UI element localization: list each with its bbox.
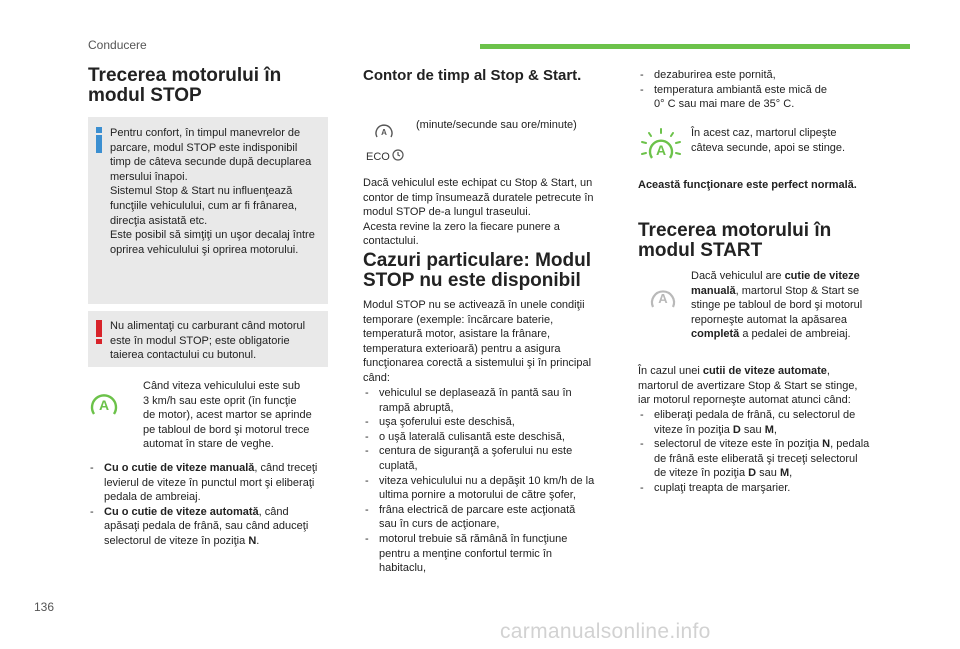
column-1 <box>88 66 328 106</box>
start-conditions-list <box>638 408 900 496</box>
timer-unit-caption: (minute/secunde sau ore/minute) <box>416 119 577 131</box>
stop-icon-description: Când viteza vehiculului este sub 3 km/h sau este oprit (în funcţie de motor), acest martor se aprinde pe tabloul de bord şi motorul trece automat în stare de veghe. <box>143 380 312 451</box>
list-item: - selectorul de viteze este în poziţia N, pedala de frână este eliberată şi treceţi selectorul de viteze în poziţia D sau M, <box>638 437 900 481</box>
list-item: - cuplaţi treapta de marşarier. <box>638 481 900 496</box>
info-text: Pentru confort, în timpul manevrelor de parcare, modul STOP este indisponibil timp de câteva secunde după decuplarea mersului înapoi. Sistemul Stop & Start nu influenţează funcţiile vehiculului, cum ar fi frânarea, direcţia asistată etc. Este posibil să simţiţi un uşor decalaj între oprirea vehiculului şi oprirea motorului. <box>110 127 315 256</box>
header-accent-bar <box>480 44 910 49</box>
list-item: - eliberaţi pedala de frână, cu selectorul de viteze în poziţia D sau M, <box>638 408 900 437</box>
special-cases-intro: Modul STOP nu se activează în unele condiţii temporare (exemple: încărcare baterie, temperatură motor, asistare la frânare, temperatura exterioară) pentru a asigura funcţionarea corectă a sistemului şi în principal când: <box>363 299 592 384</box>
unavailable-conditions-list-cont <box>638 68 900 112</box>
list-item: - vehiculul se deplasează în pantă sau în rampă abruptă, <box>363 386 625 415</box>
list-item: - frâna electrică de parcare este acţionată sau în curs de acţionare, <box>363 503 625 532</box>
svg-text:A: A <box>98 397 110 413</box>
stop-start-warning-lamp-icon <box>88 390 120 418</box>
exclamation-icon <box>96 320 102 344</box>
section-label: Conducere <box>88 38 147 52</box>
heading-stop-mode: Trecerea motorului în modul STOP <box>88 65 282 107</box>
list-item: - o uşă laterală culisantă este deschisă, <box>363 430 625 445</box>
blink-description: În acest caz, martorul clipeşte câteva secunde, apoi se stinge. <box>691 127 846 154</box>
timer-description: Dacă vehiculul este echipat cu Stop & Start, un contor de timp însumează duratele petrecute în modul STOP de-a lungul traseului. Acesta revine la zero la fiecare punere a contactului. <box>363 177 594 248</box>
warning-text: Nu alimentaţi cu carburant când motorul este în modul STOP; este obligatorie taierea contactului cu butonul. <box>110 320 306 362</box>
heading-special-cases: Cazuri particulare: Modul STOP nu este disponibil <box>363 250 592 292</box>
warning-note <box>88 311 328 367</box>
list-item: - Cu o cutie de viteze automată, când apăsaţi pedala de frână, sau când aduceţi selectorul de viteze în poziţia N. <box>88 505 333 549</box>
watermark: carmanualsonline.info <box>500 620 711 643</box>
svg-text:A: A <box>658 291 668 306</box>
page-number: 136 <box>34 600 55 614</box>
list-item: - viteza vehiculului nu a depăşit 10 km/h de la ultima pornire a motorului de către şofer, <box>363 474 625 503</box>
list-item: - centura de siguranţă a şoferului nu este cuplată, <box>363 444 625 473</box>
list-item: - Cu o cutie de viteze manuală, când treceţi levierul de viteze în punctul mort şi eliberaţi pedala de ambreiaj. <box>88 461 333 505</box>
blinking-stop-start-lamp-icon <box>640 128 682 164</box>
unavailable-conditions-list <box>363 386 625 576</box>
heading-stop-start-timer: Contor de timp al Stop & Start. <box>363 67 582 84</box>
list-item: - dezaburirea este pornită, <box>638 68 900 83</box>
normal-operation-note: Această funcţionare este perfect normală. <box>638 179 857 191</box>
stop-start-lamp-off-icon <box>648 284 678 310</box>
eco-timer-icon <box>364 120 406 164</box>
eco-label: ECO <box>366 151 390 163</box>
stop-conditions-list <box>88 461 333 549</box>
list-item: - motorul trebuie să rămână în funcţiune pentru a menţine confortul termic în habitaclu, <box>363 532 625 576</box>
info-note <box>88 117 328 304</box>
list-item: - temperatura ambiantă este mică de 0° C sau mai mare de 35° C. <box>638 83 900 112</box>
start-manual-description: Dacă vehiculul are cutie de viteze manuală, martorul Stop & Start se stinge pe tabloul de bord şi motorul reporneşte automat la apăsarea completă a pedalei de ambreiaj. <box>691 270 863 341</box>
svg-text:A: A <box>381 128 387 137</box>
svg-text:A: A <box>655 142 667 158</box>
info-icon <box>96 127 102 153</box>
start-auto-intro: În cazul unei cutii de viteze automate, martorul de avertizare Stop & Start se stinge, iar motorul reporneşte automat atunci când: <box>638 365 858 407</box>
list-item: - uşa şoferului este deschisă, <box>363 415 625 430</box>
heading-start-mode: Trecerea motorului în modul START <box>638 220 832 262</box>
